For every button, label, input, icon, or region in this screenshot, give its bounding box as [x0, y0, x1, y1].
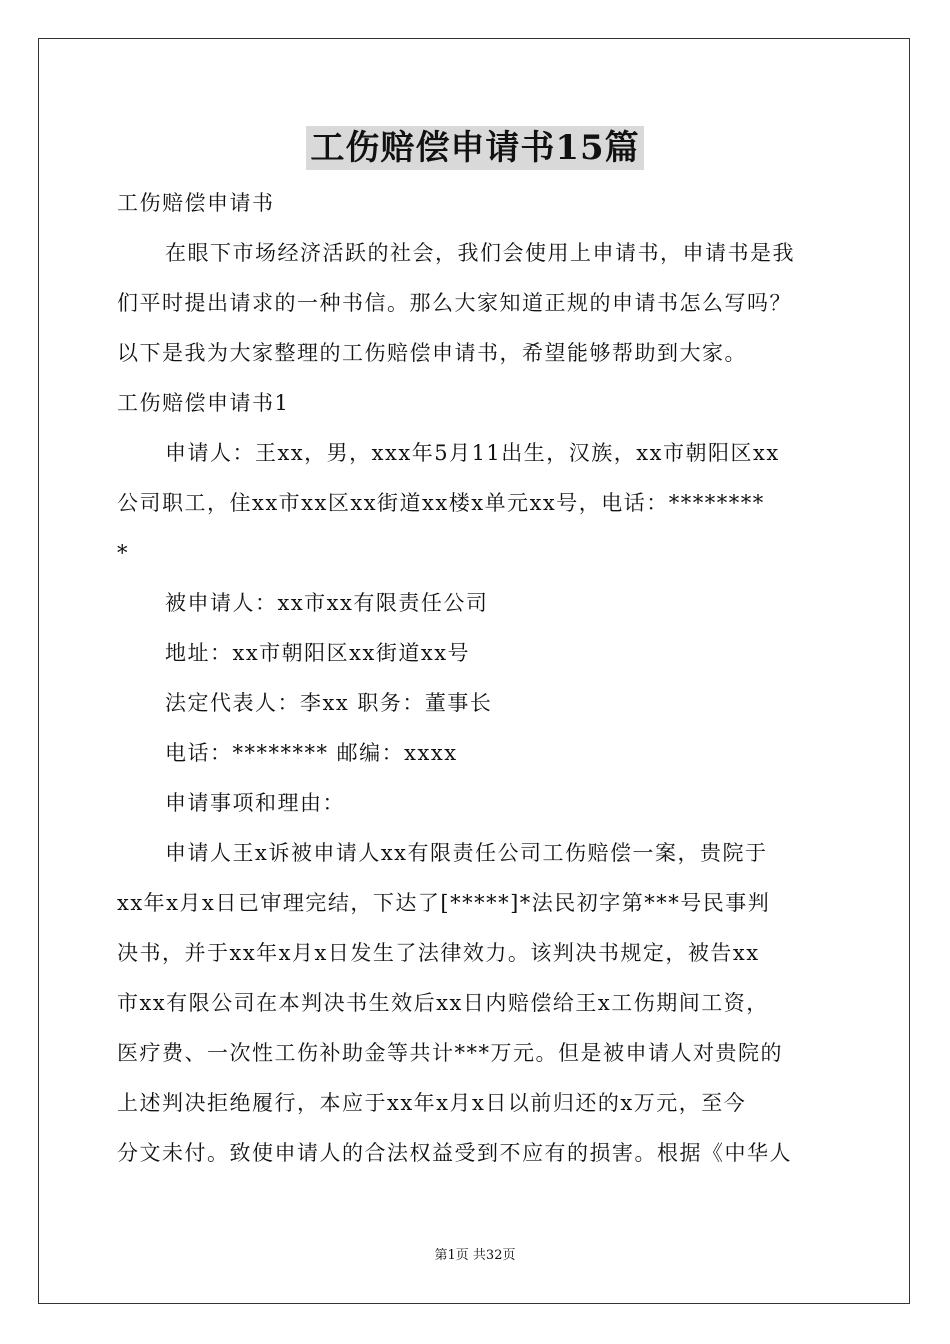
text-line: 决书，并于xx年x月x日发生了法律效力。该判决书规定，被告xx [117, 941, 760, 965]
text-line: 工伤赔偿申请书1 [117, 391, 290, 415]
text-line: 电话：******** 邮编：xxxx [165, 741, 458, 765]
text-line: 申请事项和理由： [165, 791, 345, 815]
text-line: 地址：xx市朝阳区xx街道xx号 [165, 641, 471, 665]
text-line: 法定代表人：李xx 职务：董事长 [165, 691, 493, 715]
text-line: 在眼下市场经济活跃的社会，我们会使用上申请书，申请书是我 [165, 241, 795, 265]
document-body [117, 178, 837, 1178]
text-line: 医疗费、一次性工伤补助金等共计***万元。但是被申请人对贵院的 [117, 1041, 783, 1065]
page-footer: 第1页 共32页 [434, 1248, 516, 1263]
text-line: 申请人：王xx，男，xxx年5月11出生，汉族，xx市朝阳区xx [165, 441, 780, 465]
text-line: 以下是我为大家整理的工伤赔偿申请书，希望能够帮助到大家。 [117, 341, 747, 365]
text-line: 市xx有限公司在本判决书生效后xx日内赔偿给王x工伤期间工资， [117, 991, 769, 1015]
text-line: 分文未付。致使申请人的合法权益受到不应有的损害。根据《中华人 [117, 1141, 792, 1165]
text-line: 申请人王x诉被申请人xx有限责任公司工伤赔偿一案，贵院于 [165, 841, 768, 865]
text-line: xx年x月x日已审理完结，下达了[*****]*法民初字第***号民事判 [117, 891, 771, 915]
text-line: 被申请人：xx市xx有限责任公司 [165, 591, 489, 615]
text-line: 工伤赔偿申请书 [117, 191, 275, 215]
title-container [0, 126, 950, 170]
text-line: * [117, 541, 129, 565]
text-line: 们平时提出请求的一种书信。那么大家知道正规的申请书怎么写吗？ [117, 291, 792, 315]
text-line: 上述判决拒绝履行，本应于xx年x月x日以前归还的x万元，至今 [117, 1091, 747, 1115]
document-title: 工伤赔偿申请书15篇 [306, 126, 643, 170]
text-line: 公司职工，住xx市xx区xx街道xx楼x单元xx号，电话：******** [117, 491, 765, 515]
